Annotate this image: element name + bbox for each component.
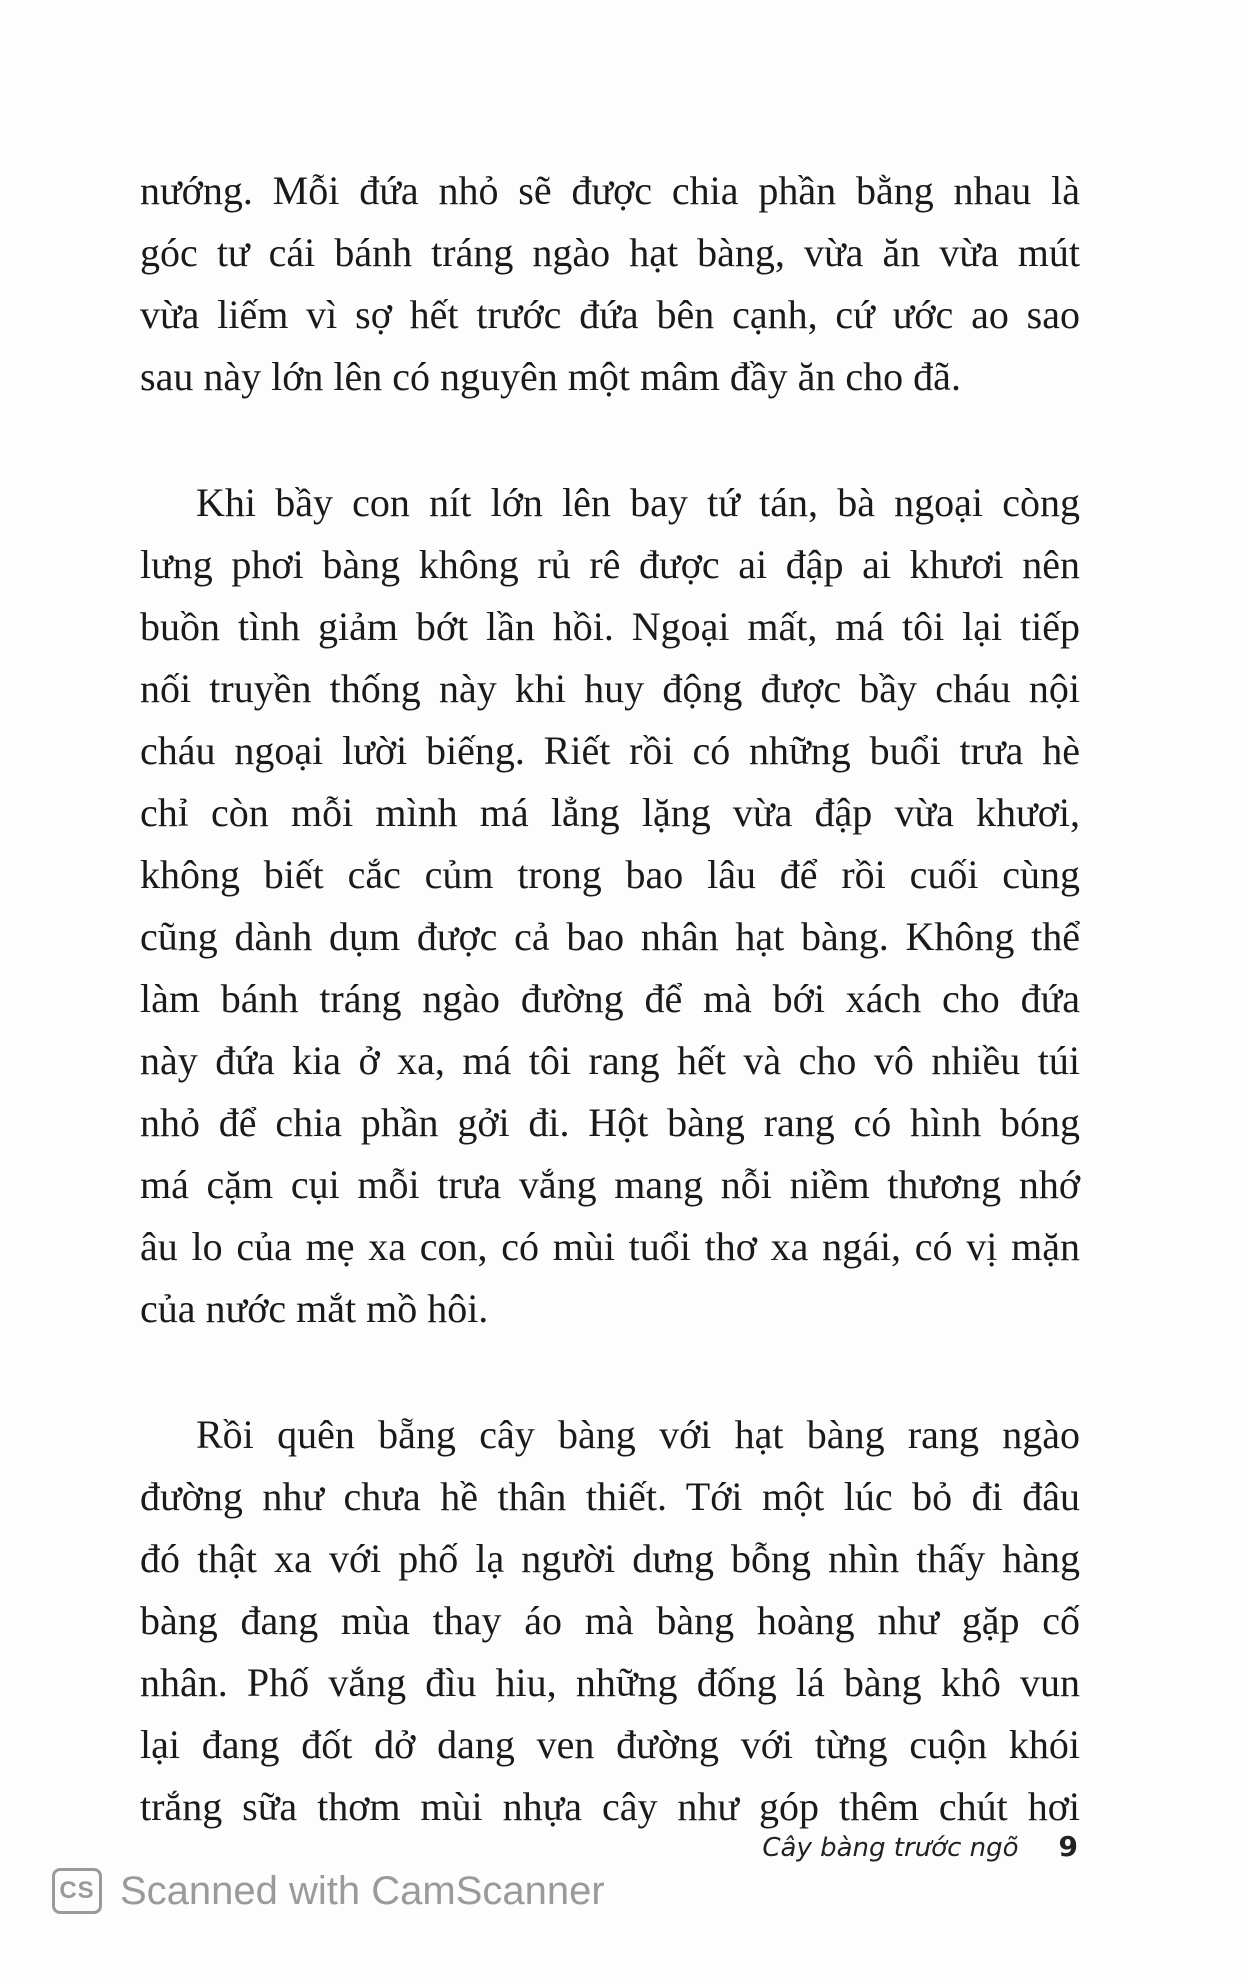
text-line: nối truyền thống này khi huy động được bầy cháu nội: [140, 666, 1080, 711]
text-line: âu lo của mẹ xa con, có mùi tuổi thơ xa ngái, có vị mặn: [140, 1224, 1080, 1269]
text-line: Khi bầy con nít lớn lên bay tứ tán, bà ngoại còng: [196, 480, 1080, 525]
page-footer: [762, 1830, 1078, 1863]
text-line: bàng đang mùa thay áo mà bàng hoàng như gặp cố: [140, 1598, 1080, 1643]
text-line: đường như chưa hề thân thiết. Tới một lúc bỏ đi đâu: [140, 1474, 1080, 1519]
text-line: chỉ còn mỗi mình má lẳng lặng vừa đập vừa khươi,: [140, 790, 1080, 835]
text-line: cháu ngoại lười biếng. Riết rồi có những buổi trưa hè: [140, 728, 1080, 773]
watermark-text: Scanned with CamScanner: [120, 1868, 605, 1913]
paragraph-spacer: [140, 1340, 1080, 1404]
text-line: Rồi quên bẵng cây bàng với hạt bàng rang ngào: [196, 1412, 1080, 1457]
text-line: nướng. Mỗi đứa nhỏ sẽ được chia phần bằng nhau là: [140, 168, 1080, 213]
text-line: buồn tình giảm bớt lần hồi. Ngoại mất, má tôi lại tiếp: [140, 604, 1080, 649]
text-line: lại đang đốt dở dang ven đường với từng cuộn khói: [140, 1722, 1080, 1767]
text-line: nhân. Phố vắng đìu hiu, những đống lá bàng khô vun: [140, 1660, 1080, 1705]
page-number: 9: [1058, 1830, 1078, 1863]
text-line: nhỏ để chia phần gởi đi. Hột bàng rang có hình bóng: [140, 1100, 1080, 1145]
body-text: [140, 160, 1080, 1838]
paragraph-spacer: [140, 408, 1080, 472]
text-line: trắng sữa thơm mùi nhựa cây như góp thêm chút hơi: [140, 1784, 1080, 1829]
text-line: này đứa kia ở xa, má tôi rang hết và cho vô nhiều túi: [140, 1038, 1080, 1083]
text-line: cũng dành dụm được cả bao nhân hạt bàng. Không thể: [140, 914, 1080, 959]
text-line: làm bánh tráng ngào đường để mà bới xách cho đứa: [140, 976, 1080, 1021]
text-line: đó thật xa với phố lạ người dưng bỗng nhìn thấy hàng: [140, 1536, 1080, 1581]
text-line: sau này lớn lên có nguyên một mâm đầy ăn cho đã.: [140, 354, 961, 399]
text-line: góc tư cái bánh tráng ngào hạt bàng, vừa ăn vừa mút: [140, 230, 1080, 275]
text-line: má cặm cụi mỗi trưa vắng mang nỗi niềm thương nhớ: [140, 1162, 1080, 1207]
text-line: vừa liếm vì sợ hết trước đứa bên cạnh, cứ ước ao sao: [140, 292, 1080, 337]
scanner-watermark: [52, 1868, 605, 1914]
camscanner-logo-icon: CS: [52, 1868, 102, 1914]
text-line: lưng phơi bàng không rủ rê được ai đập ai khươi nên: [140, 542, 1080, 587]
running-title: Cây bàng trước ngõ: [762, 1833, 1019, 1863]
text-line: của nước mắt mồ hôi.: [140, 1286, 489, 1331]
text-line: không biết cắc củm trong bao lâu để rồi cuối cùng: [140, 852, 1080, 897]
